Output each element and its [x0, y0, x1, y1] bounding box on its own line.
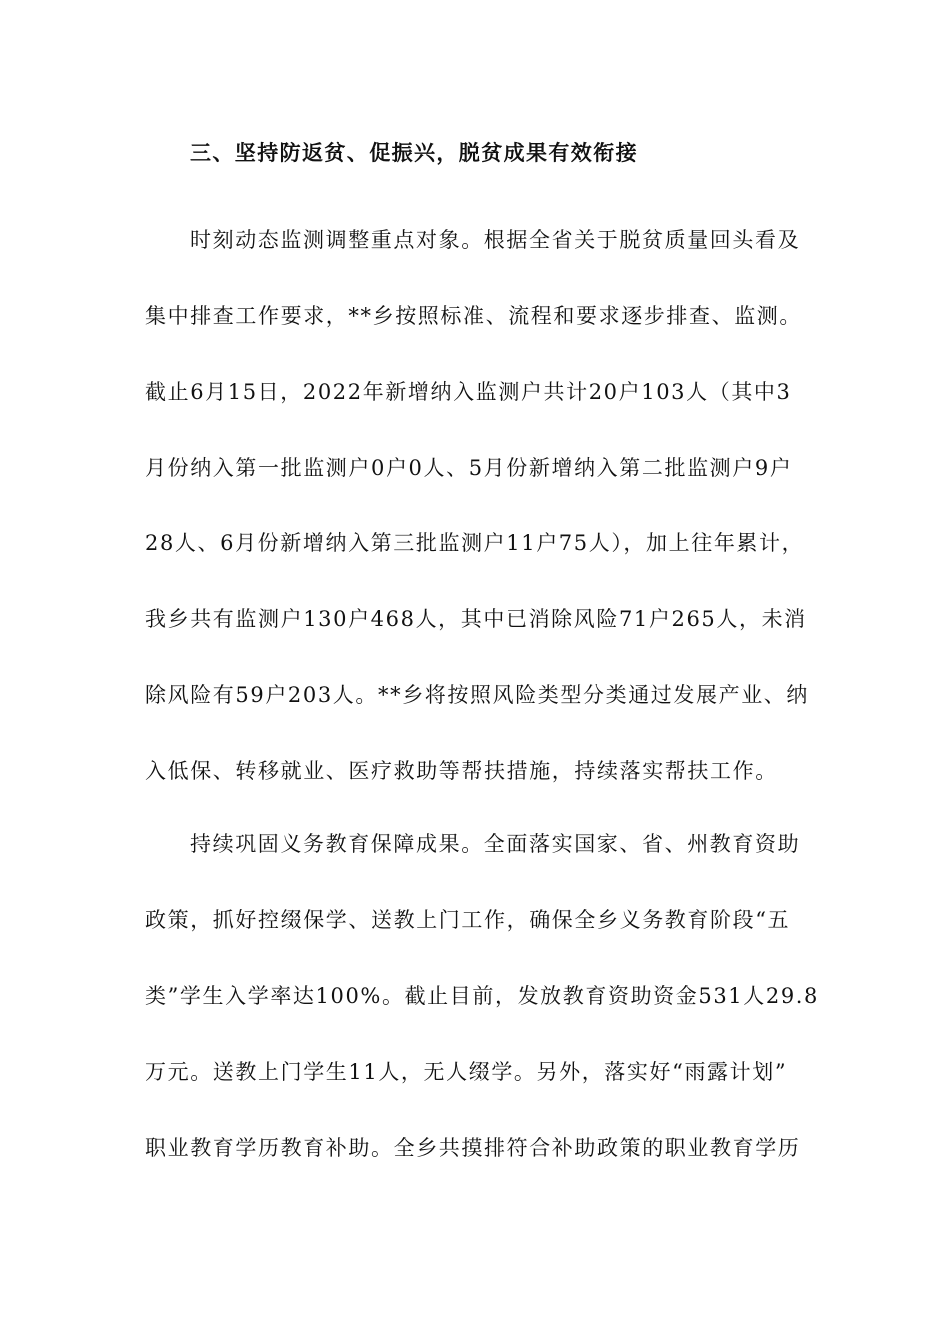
paragraph-2-line-2: 政策，抓好控缀保学、送教上门工作，确保全乡义务教育阶段“五 [145, 908, 791, 932]
paragraph-2-line-5: 职业教育学历教育补助。全乡共摸排符合补助政策的职业教育学历 [145, 1136, 801, 1160]
paragraph-1-line-6: 我乡共有监测户130户468人，其中已消除风险71户265人，未消 [145, 607, 807, 631]
paragraph-1-line-5: 28人、6月份新增纳入第三批监测户11户75人），加上往年累计， [145, 531, 805, 555]
paragraph-1-line-3: 截止6月15日，2022年新增纳入监测户共计20户103人（其中3 [145, 380, 792, 404]
paragraph-1-line-8: 入低保、转移就业、医疗救助等帮扶措施，持续落实帮扶工作。 [145, 759, 778, 783]
paragraph-2-line-3: 类”学生入学率达100%。截止目前，发放教育资助资金531人29.8 [145, 984, 820, 1008]
section-heading: 三、坚持防返贫、促振兴，脱贫成果有效衔接 [190, 141, 638, 165]
paragraph-1-line-4: 月份纳入第一批监测户0户0人、5月份新增纳入第二批监测户9户 [145, 456, 793, 480]
paragraph-1-line-7: 除风险有59户203人。**乡将按照风险类型分类通过发展产业、纳 [145, 683, 810, 707]
paragraph-2-line-1: 持续巩固义务教育保障成果。全面落实国家、省、州教育资助 [190, 832, 801, 856]
paragraph-2-line-4: 万元。送教上门学生11人，无人缀学。另外，落实好“雨露计划” [145, 1060, 788, 1084]
paragraph-1-line-1: 时刻动态监测调整重点对象。根据全省关于脱贫质量回头看及 [190, 228, 801, 252]
paragraph-1-line-2: 集中排查工作要求，**乡按照标准、流程和要求逐步排查、监测。 [145, 304, 802, 328]
